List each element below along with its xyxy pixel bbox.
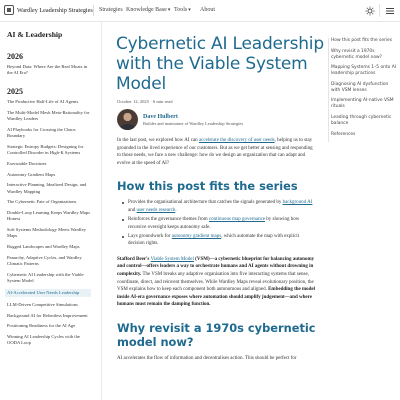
bullet-text: . [175, 207, 177, 213]
sidebar-item[interactable]: The Multi-Model Mesh Meta-Rationality for Wardley Leaders [7, 109, 90, 121]
vsm-link[interactable]: Viable System Model [150, 256, 194, 262]
article [110, 22, 326, 400]
intro-paragraph [117, 137, 317, 167]
user-needs-link[interactable]: accelerate the discovery of user needs [198, 138, 275, 143]
author-role: Builder and maintainer of Wardley Leadership Strategies [143, 120, 244, 126]
sidebar-item[interactable]: Double-Loop Learning Keeps Wardley Maps Honest [7, 210, 90, 222]
toc-item[interactable]: Mapping Systems 1–5 onto AI leadership practices [331, 65, 397, 77]
article-meta [117, 99, 326, 104]
intro-text-end: , helping us to stay grounded in the lived experience of our customers. But as we get better at sensing and responding to those needs, we face a new challenge: how do we design an organization that can adapt and evolve at the speed of AI? [117, 138, 313, 166]
sidebar-year-2026: 2026 [7, 52, 23, 61]
bullet-text: Provides the organisational architecture that catches the signals generated by [128, 200, 283, 206]
sidebar-year-2025: 2025 [7, 87, 23, 96]
sidebar-item[interactable]: Cybernetic AI Leadership with the Viable System Model [7, 271, 84, 284]
bullet-text: Reinforces the governance themes from [128, 217, 209, 223]
nav-divider [93, 5, 94, 16]
article-read-time: 6 min read [152, 99, 173, 104]
section-heading-why: Why revisit a 1970s cybernetic model now? [117, 320, 316, 349]
background-ai-link[interactable]: background AI [282, 200, 313, 206]
nav-tools-label: Tools [174, 7, 188, 13]
toc-item[interactable]: References [331, 131, 356, 137]
top-navigation-bar [0, 0, 400, 22]
why-paragraph: AI accelerates the flow of information and decentralises action. This should be perfect for [117, 355, 297, 361]
hamburger-menu-icon[interactable] [385, 6, 395, 16]
brand-link[interactable] [4, 5, 93, 15]
toc-item[interactable]: Why revisit a 1970s cybernetic model now? [331, 48, 382, 60]
sidebar-item[interactable]: Strategic Entropy Budgets: Designing for Controlled Disorder in High-K Systems [7, 143, 84, 155]
nav-knowledge-base-label: Knowledge Base [126, 7, 167, 13]
nav-knowledge-base-menu[interactable] [126, 7, 170, 13]
meta-separator: · [150, 99, 153, 104]
sidebar-item[interactable]: Executable Doctrines [7, 160, 47, 166]
user-needs-research-link[interactable]: user needs research [136, 207, 176, 213]
list-item [128, 216, 314, 231]
vsm-bold-text: (VSM)—a cybernetic blueprint for balancing autonomy and control—offers leaders a way to orchestrate humans and AI agents without drowning in complexity. [117, 256, 315, 277]
nav-strategies-link[interactable]: Strategies [99, 7, 123, 13]
chevron-down-icon: ▾ [188, 8, 191, 13]
list-item [128, 199, 314, 214]
toc-item[interactable]: Implementing AI-native VSM rituals [331, 98, 394, 110]
sidebar-item-active[interactable]: AI-Accelerated User Needs Leadership [5, 289, 91, 297]
table-of-contents [328, 38, 398, 142]
sidebar [0, 22, 102, 400]
sidebar-item[interactable]: LLM-Driven Competitive Simulations [7, 301, 78, 307]
sun-icon[interactable] [365, 6, 375, 16]
bullet-text: and [128, 207, 137, 213]
author-card [117, 109, 326, 130]
sidebar-item[interactable]: Panarchy, Adaptive Cycles, and Wardley Climatic Patterns [7, 254, 82, 267]
brand-name: Wardley Leadership Strategies [17, 6, 93, 14]
vsm-paragraph [117, 256, 317, 309]
grid-logo-icon [4, 5, 14, 15]
vsm-bold-text: Embedding the model inside AI-era governance exposes where automation should amplify judgement—and where humans must remain the damping function. [117, 287, 316, 308]
vsm-text: The VSM breaks any adaptive organisation into five interacting systems that sense, coordinate, direct, and reinvent themselves. While Wardley Maps reveal evolutionary position, the VSM explains how to keep each component both autonomous and aligned. [117, 272, 314, 293]
toolbar-divider [379, 4, 380, 17]
list-item [128, 233, 314, 248]
nav-about-link[interactable]: About [200, 7, 215, 13]
sidebar-item[interactable]: AI Playbooks for Crossing the Chaos Boundary [7, 126, 76, 138]
sidebar-item[interactable]: Winning AI Leadership Cycles with the OODA Loop [7, 334, 80, 346]
sidebar-item[interactable]: Soft Systems Methodology Meets Wardley Maps [7, 227, 86, 239]
bullet-text: , which automate the map with explicit decision rights. [128, 234, 300, 247]
sidebar-item[interactable]: The Cybernetic Fate of Organizations [7, 199, 77, 205]
toc-item[interactable]: How this post fits the series [331, 38, 393, 43]
section-heading-series: How this post fits the series [117, 179, 298, 194]
sidebar-item[interactable]: Background AI for Relentless Improvement [7, 312, 88, 318]
nav-tools-menu[interactable] [174, 7, 191, 13]
page-title: Cybernetic AI Leadership with the Viable System Model [116, 34, 324, 94]
series-list [128, 199, 314, 247]
bullet-text: by showing how recursive oversight keeps autonomy safe. [128, 217, 300, 230]
intro-text-start: In the last post, we explored how AI can [117, 138, 199, 143]
bullet-text: Lays groundwork for [128, 234, 172, 239]
avatar [117, 109, 138, 130]
sidebar-title: AI & Leadership [7, 30, 63, 39]
sidebar-item[interactable]: Positioning Readiness for the AI Age [7, 323, 76, 329]
author-name-link[interactable]: Dave Hulbert [143, 113, 178, 120]
article-date: October 12, 2025 [117, 99, 150, 104]
toc-item[interactable]: Diagnosing AI dysfunction with VSM lenses [331, 81, 389, 93]
sidebar-item[interactable]: Rugged Landscapes and Wardley Maps [7, 244, 80, 250]
autonomy-gradient-link[interactable]: autonomy gradient maps [171, 234, 222, 239]
sidebar-item[interactable]: Beyond Data: Where Are the Real Moats in the AI Era? [7, 64, 88, 76]
chevron-down-icon: ▾ [167, 8, 171, 13]
sidebar-item[interactable]: The Productive Half-Life of AI Agents [7, 99, 79, 104]
sidebar-item[interactable]: Interactive Planning, Idealized Design, and Wardley Mapping [7, 182, 87, 194]
sidebar-item[interactable]: Autonomy Gradient Maps [7, 171, 56, 177]
map-governance-link[interactable]: continuous map governance [208, 217, 266, 223]
vsm-bold-text: Stafford Beer's [117, 256, 151, 262]
toc-item[interactable]: Leading through cybernetic balance [331, 114, 392, 126]
